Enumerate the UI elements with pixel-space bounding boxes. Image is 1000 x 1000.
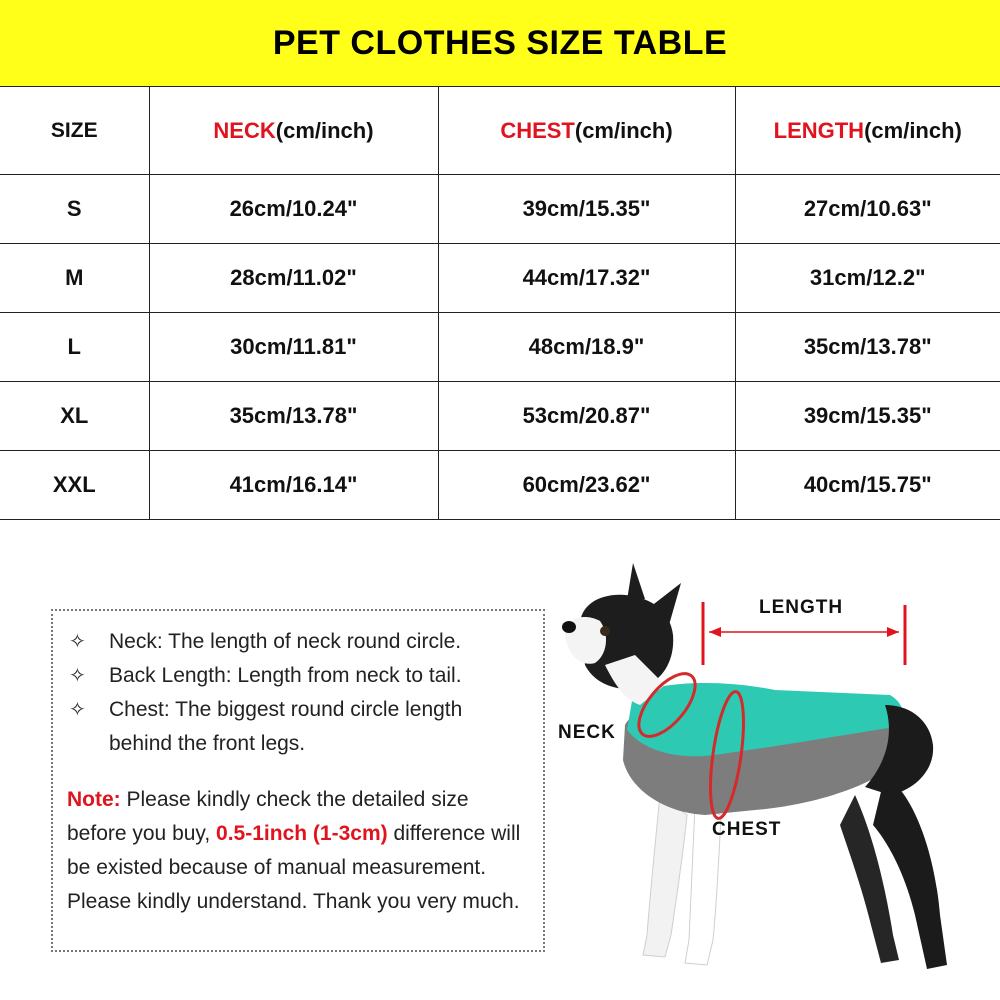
length-label: LENGTH bbox=[759, 597, 844, 618]
header-length-unit: (cm/inch) bbox=[864, 117, 962, 143]
header-length bbox=[735, 87, 1000, 175]
header-length-label: LENGTH bbox=[773, 117, 865, 143]
note-text-2: difference will be existed because of manual measurement. Please kindly understand. Thank you very much. bbox=[67, 822, 521, 913]
length-cell: 27cm/10.63" bbox=[735, 175, 1000, 244]
chest-cell: 53cm/20.87" bbox=[438, 382, 735, 451]
note-neck: Neck: The length of neck round circle. bbox=[109, 630, 462, 653]
list-item bbox=[67, 625, 531, 659]
size-cell: L bbox=[0, 313, 149, 382]
list-item bbox=[67, 659, 531, 693]
neck-cell: 28cm/11.02" bbox=[149, 244, 438, 313]
header-neck bbox=[149, 87, 438, 175]
note-paragraph bbox=[67, 783, 531, 919]
dog-ear-left bbox=[627, 563, 645, 600]
neck-label: NECK bbox=[558, 722, 616, 743]
dog-nose bbox=[562, 621, 576, 633]
list-item bbox=[67, 693, 531, 761]
length-cell: 31cm/12.2" bbox=[735, 244, 1000, 313]
note-chest: Chest: The biggest round circle length behind the front legs. bbox=[109, 698, 463, 755]
neck-cell: 41cm/16.14" bbox=[149, 451, 438, 520]
star-bullet-icon: ✧ bbox=[69, 699, 86, 721]
chest-label: CHEST bbox=[712, 819, 782, 840]
table-header-row bbox=[0, 87, 1000, 175]
header-chest-label: CHEST bbox=[500, 117, 575, 143]
table-row bbox=[0, 175, 1000, 244]
table-row bbox=[0, 451, 1000, 520]
size-cell: M bbox=[0, 244, 149, 313]
notes-list bbox=[67, 625, 531, 761]
note-back-length: Back Length: Length from neck to tail. bbox=[109, 664, 462, 687]
length-cell: 40cm/15.75" bbox=[735, 451, 1000, 520]
table-row bbox=[0, 244, 1000, 313]
header-size: SIZE bbox=[0, 87, 149, 175]
measurement-notes bbox=[51, 609, 545, 952]
star-bullet-icon: ✧ bbox=[69, 631, 86, 653]
note-range: 0.5-1inch (1-3cm) bbox=[216, 822, 388, 845]
table-row bbox=[0, 382, 1000, 451]
size-cell: XL bbox=[0, 382, 149, 451]
neck-cell: 35cm/13.78" bbox=[149, 382, 438, 451]
length-arrow-right-head bbox=[887, 627, 899, 637]
dog-eye bbox=[600, 626, 610, 636]
size-cell: XXL bbox=[0, 451, 149, 520]
length-cell: 39cm/15.35" bbox=[735, 382, 1000, 451]
page-title: PET CLOTHES SIZE TABLE bbox=[272, 23, 728, 62]
chest-cell: 44cm/17.32" bbox=[438, 244, 735, 313]
table-row bbox=[0, 313, 1000, 382]
dog-illustration bbox=[555, 555, 995, 995]
neck-cell: 30cm/11.81" bbox=[149, 313, 438, 382]
dog-measurement-diagram bbox=[555, 555, 995, 995]
header-neck-unit: (cm/inch) bbox=[275, 117, 374, 143]
header-neck-label: NECK bbox=[213, 117, 276, 143]
star-bullet-icon: ✧ bbox=[69, 665, 86, 687]
size-cell: S bbox=[0, 175, 149, 244]
header-chest bbox=[438, 87, 735, 175]
header-chest-unit: (cm/inch) bbox=[574, 117, 673, 143]
size-table bbox=[0, 86, 1000, 520]
dog-front-leg bbox=[643, 795, 687, 957]
note-label: Note: bbox=[67, 788, 121, 811]
neck-cell: 26cm/10.24" bbox=[149, 175, 438, 244]
chest-cell: 48cm/18.9" bbox=[438, 313, 735, 382]
length-arrow-left-head bbox=[709, 627, 721, 637]
title-banner bbox=[0, 0, 1000, 86]
length-cell: 35cm/13.78" bbox=[735, 313, 1000, 382]
note-text-1: Please kindly check the detailed size before you buy, bbox=[67, 788, 469, 845]
chest-cell: 60cm/23.62" bbox=[438, 451, 735, 520]
chest-cell: 39cm/15.35" bbox=[438, 175, 735, 244]
